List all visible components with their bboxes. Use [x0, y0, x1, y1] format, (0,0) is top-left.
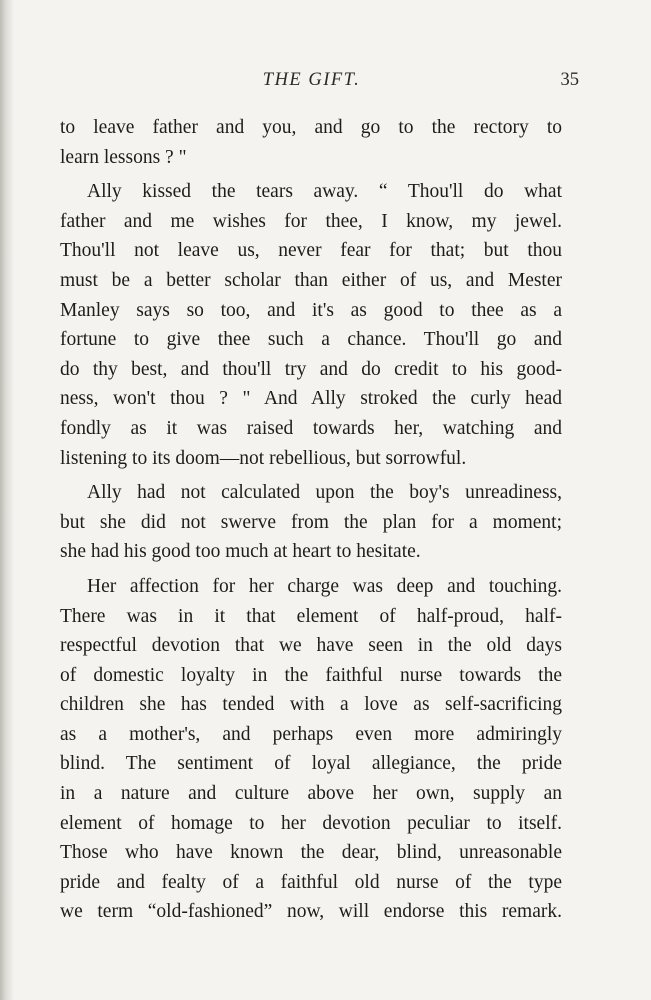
page-number: 35 — [560, 70, 579, 90]
text-line: we term “old-fashioned” now, will endorse this remark. — [60, 901, 562, 923]
text-line: Thou'll not leave us, never fear for that; but thou — [60, 240, 562, 262]
body-text — [60, 113, 562, 932]
paragraph — [60, 572, 562, 927]
text-line: Ally had not calculated upon the boy's unreadiness, — [87, 482, 562, 504]
text-line: as a mother's, and perhaps even more admiringly — [60, 723, 562, 745]
text-line: There was in it that element of half-proud, half- — [60, 605, 562, 627]
text-line: fondly as it was raised towards her, watching and — [60, 417, 562, 439]
text-line: Ally kissed the tears away. “ Thou'll do what — [87, 181, 562, 203]
paragraph — [60, 113, 562, 172]
text-line: Manley says so too, and it's as good to thee as a — [60, 299, 562, 321]
text-line: do thy best, and thou'll try and do credit to his good- — [60, 358, 562, 380]
running-head — [60, 70, 579, 94]
text-line: of domestic loyalty in the faithful nurse towards the — [60, 664, 562, 686]
text-line: father and me wishes for thee, I know, my jewel. — [60, 210, 562, 232]
text-line: she had his good too much at heart to hesitate. — [60, 541, 421, 563]
text-line: listening to its doom—not rebellious, but sorrowful. — [60, 447, 467, 469]
text-line: Her affection for her charge was deep and touching. — [87, 575, 562, 597]
text-line: in a nature and culture above her own, supply an — [60, 783, 562, 805]
text-line: element of homage to her devotion peculiar to itself. — [60, 812, 562, 834]
text-line: respectful devotion that we have seen in the old days — [60, 635, 562, 657]
text-line: learn lessons ? " — [60, 146, 187, 168]
paragraph — [60, 478, 562, 567]
text-line: pride and fealty of a faithful old nurse of the type — [60, 871, 562, 893]
text-line: to leave father and you, and go to the rectory to — [60, 117, 562, 138]
text-line: blind. The sentiment of loyal allegiance, the pride — [60, 753, 562, 775]
text-line: but she did not swerve from the plan for a moment; — [60, 511, 562, 533]
text-line: children she has tended with a love as self-sacrificing — [60, 694, 562, 716]
text-line: Those who have known the dear, blind, unreasonable — [60, 842, 562, 864]
paragraph — [60, 177, 562, 473]
running-title: THE GIFT. — [262, 70, 361, 90]
page-gutter-shadow — [0, 0, 14, 1000]
text-line: fortune to give thee such a chance. Thou'll go and — [60, 329, 562, 351]
text-line: must be a better scholar than either of us, and Mester — [60, 269, 562, 291]
text-line: ness, won't thou ? " And Ally stroked the curly head — [60, 388, 562, 410]
